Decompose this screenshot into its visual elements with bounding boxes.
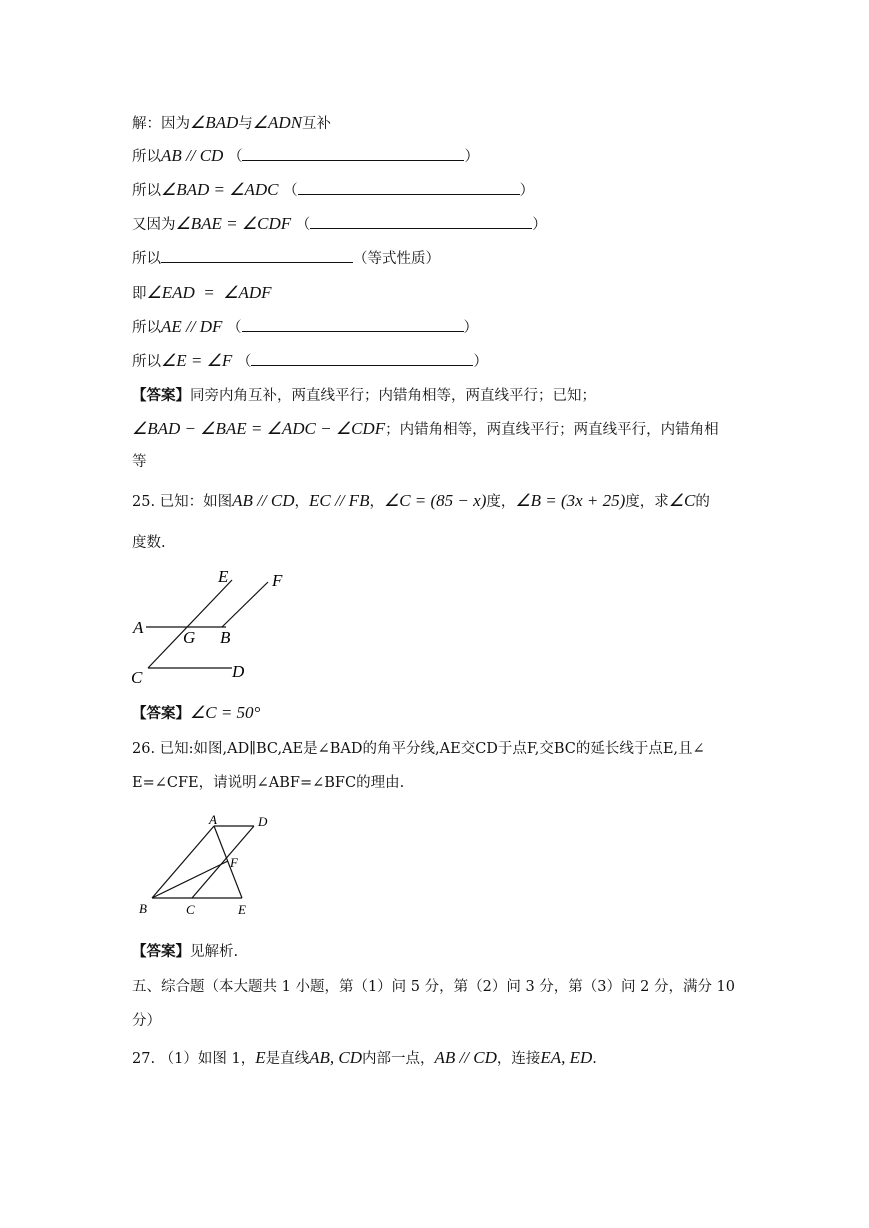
math: AB, CD <box>309 1048 363 1067</box>
answer-label: 【答案】 <box>132 943 190 960</box>
answer-label: 【答案】 <box>132 705 190 722</box>
answer-text: 等 <box>132 454 147 470</box>
fill-in-blank[interactable] <box>242 146 464 161</box>
fill-in-blank[interactable] <box>251 351 473 366</box>
text: 又因为 <box>132 217 176 233</box>
question-27 <box>132 1048 597 1069</box>
proof-line-7 <box>132 317 478 338</box>
question-26-line-1 <box>132 739 705 759</box>
answer-text: 同旁内角互补，两直线平行；内错角相等，两直线平行；已知； <box>190 388 596 404</box>
fill-in-blank[interactable] <box>242 317 464 332</box>
proof-line-2 <box>132 146 479 167</box>
label-e: E <box>218 567 229 586</box>
math: AB // CD <box>434 1048 497 1067</box>
line-ba <box>152 826 214 898</box>
proof-line-3 <box>132 180 534 201</box>
proof-line-4 <box>132 214 547 235</box>
fill-in-blank[interactable] <box>298 180 520 195</box>
paren: （ <box>236 354 252 370</box>
paren: ） <box>464 149 479 165</box>
question-number: 25. 已知：如图 <box>132 494 233 510</box>
text: 解：因为 <box>132 116 190 132</box>
label-g: G <box>183 628 196 647</box>
fill-in-blank[interactable] <box>310 214 532 229</box>
fill-in-blank[interactable] <box>161 248 353 263</box>
text: 与 <box>238 116 253 132</box>
proof-line-6 <box>132 283 272 304</box>
label-b: B <box>220 628 231 647</box>
question-text: 26. 已知:如图,AD∥BC,AE是∠BAD的角平分线,AE交CD于点F,交BC的延长线于点E,且∠ <box>132 741 705 757</box>
text: 度数. <box>132 535 166 551</box>
answer-25 <box>132 703 260 724</box>
text: 内部一点， <box>362 1051 435 1067</box>
paren: （ <box>227 320 242 336</box>
math: ∠BAD <box>190 113 239 132</box>
math: E <box>255 1048 266 1067</box>
text: 所以 <box>132 251 161 267</box>
question-25-line-2 <box>132 533 166 553</box>
text: 度，求 <box>625 494 669 510</box>
math: ∠E = ∠F <box>161 351 233 370</box>
math: ∠EAD = ∠ADF <box>146 283 272 302</box>
answer-label: 【答案】 <box>132 387 190 404</box>
text: 所以 <box>132 183 161 199</box>
label-d: D <box>258 814 268 829</box>
text: ，连接 <box>496 1051 541 1067</box>
label-c: C <box>131 668 143 687</box>
line-bf <box>152 861 228 898</box>
math: AB // CD <box>232 491 295 510</box>
label-d: D <box>232 662 245 681</box>
math: AE // DF <box>161 317 223 336</box>
text: ， <box>294 494 310 510</box>
paren: ） <box>532 217 547 233</box>
text: 的 <box>695 494 710 510</box>
math: ∠ADN <box>252 113 303 132</box>
math: ∠C = (85 − x) <box>383 491 487 510</box>
label-a: A <box>209 812 217 827</box>
math: EA, ED <box>540 1048 593 1067</box>
section-heading: 分） <box>132 1013 161 1029</box>
paren: （ <box>295 217 311 233</box>
text: ， <box>369 494 384 510</box>
label-f: F <box>272 571 283 590</box>
question-number: 27. （1）如图 1， <box>132 1051 256 1067</box>
text: 是直线 <box>265 1051 310 1067</box>
math: ∠C <box>668 491 696 510</box>
paren: ） <box>463 320 478 336</box>
text: 所以 <box>132 149 161 165</box>
section-5-heading-line-1 <box>132 977 735 997</box>
label-e: E <box>238 902 246 917</box>
proof-line-1 <box>132 113 331 134</box>
math: ∠BAD = ∠ADC <box>161 180 279 199</box>
paren: ） <box>473 354 488 370</box>
math: AB // CD <box>161 146 224 165</box>
paren: （ <box>227 149 243 165</box>
question-25-line-1 <box>132 491 710 512</box>
math: ∠BAD − ∠BAE = ∠ADC − ∠CDF <box>132 419 386 438</box>
text: 度， <box>486 494 516 510</box>
figure-25 <box>128 564 298 690</box>
proof-line-5 <box>132 248 440 269</box>
section-heading: 五、综合题（本大题共 1 小题，第（1）问 5 分，第（2）问 3 分，第（3）问 2 分，满分 10 <box>132 979 736 995</box>
line-bf <box>222 582 268 627</box>
answer-26 <box>132 942 238 962</box>
text: 互补 <box>302 116 332 132</box>
answer-text: 见解析. <box>190 944 239 960</box>
label-b: B <box>139 901 147 916</box>
line-ce <box>148 580 232 668</box>
proof-line-8 <box>132 351 488 372</box>
math: ∠BAE = ∠CDF <box>175 214 292 233</box>
paren: （ <box>283 183 298 199</box>
label-c: C <box>186 902 195 917</box>
math: ∠B = (3x + 25) <box>515 491 626 510</box>
text: 即 <box>132 286 147 302</box>
answer-text: ；内错角相等，两直线平行；两直线平行，内错角相 <box>385 422 719 438</box>
question-26-line-2 <box>132 773 404 793</box>
answer-math: ∠C = 50° <box>190 703 261 722</box>
label-a: A <box>133 618 144 637</box>
answer-24-line-3 <box>132 452 147 472</box>
text: 所以 <box>132 354 161 370</box>
answer-24-line-2 <box>132 419 719 440</box>
figure-26 <box>134 810 280 922</box>
answer-24-line-1 <box>132 386 596 406</box>
text: 所以 <box>132 320 161 336</box>
text: （等式性质） <box>353 251 440 267</box>
text: . <box>592 1051 597 1067</box>
question-text: E=∠CFE，请说明∠ABF=∠BFC的理由. <box>132 775 405 791</box>
line-cd <box>192 826 254 898</box>
math: EC // FB <box>309 491 370 510</box>
label-f: F <box>230 855 238 870</box>
paren: ） <box>519 183 535 199</box>
section-5-heading-line-2 <box>132 1011 161 1031</box>
